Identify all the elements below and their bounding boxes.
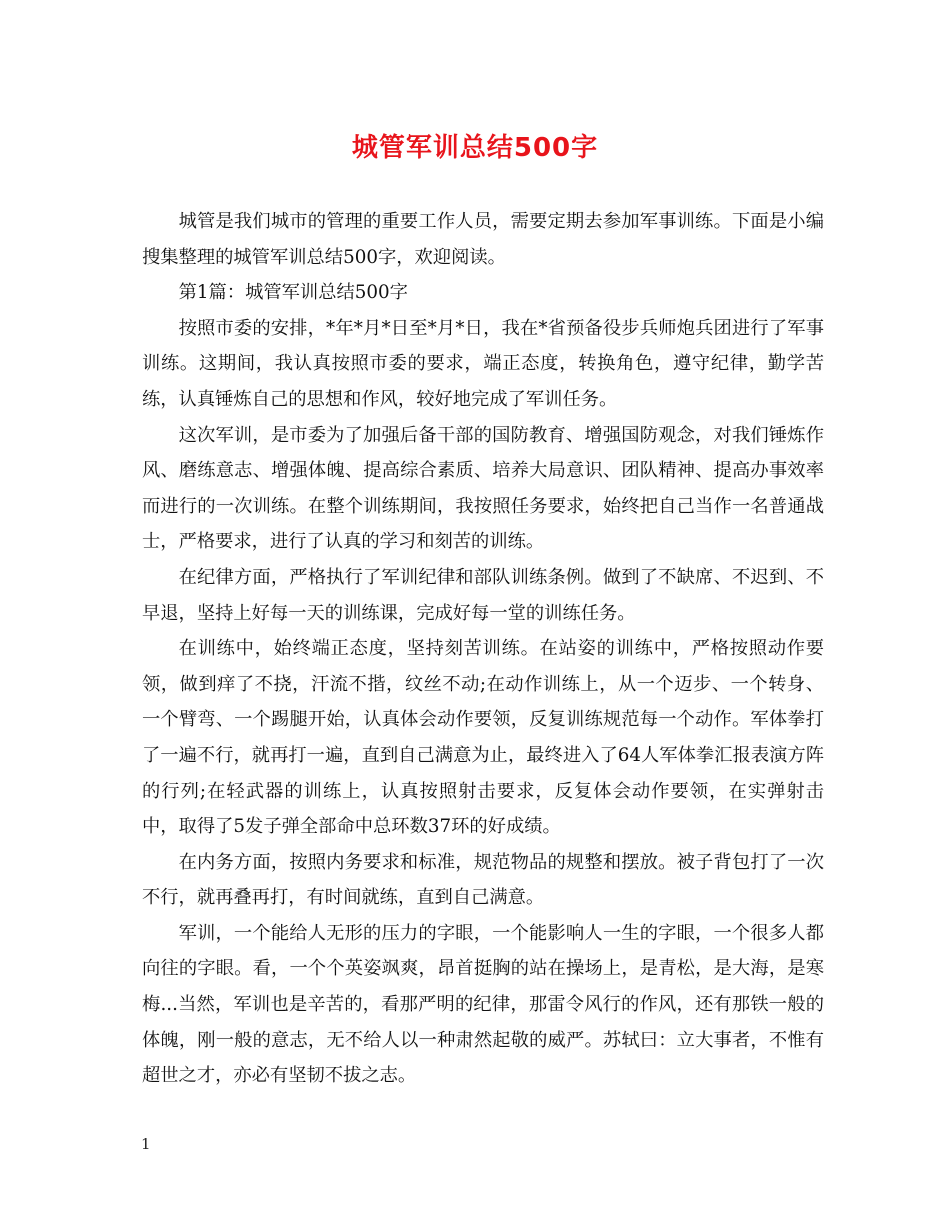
paragraph-intro: 城管是我们城市的管理的重要工作人员，需要定期去参加军事训练。下面是小编搜集整理的城管军训总结500字，欢迎阅读。 <box>142 211 824 268</box>
paragraph: 在训练中，始终端正态度，坚持刻苦训练。在站姿的训练中，严格按照动作要领，做到痒了不挠，汗流不揩，纹丝不动;在动作训练上，从一个迈步、一个转身、一个臂弯、一个踢腿开始，认真体会动作要领，反复训练规范每一个动作。军体拳打了一遍不行，就再打一遍，直到自己满意为止，最终进入了64人军体拳汇报表演方阵的行列;在轻武器的训练上，认真按照射击要求，反复体会动作要领，在实弹射击中，取得了5发子弹全部命中总环数37环的好成绩。 <box>142 638 824 838</box>
paragraph: 在纪律方面，严格执行了军训纪律和部队训练条例。做到了不缺席、不迟到、不早退，坚持上好每一天的训练课，完成好每一堂的训练任务。 <box>142 566 824 624</box>
page-number: 1 <box>141 1135 151 1153</box>
document-body <box>142 204 824 1094</box>
document-title: 城管军训总结500字 <box>351 133 599 163</box>
paragraph: 按照市委的安排，*年*月*日至*月*日，我在*省预备役步兵师炮兵团进行了军事训练。这期间，我认真按照市委的要求，端正态度，转换角色，遵守纪律，勤学苦练，认真锤炼自己的思想和作风，较好地完成了军训任务。 <box>142 317 824 410</box>
paragraph: 在内务方面，按照内务要求和标准，规范物品的规整和摆放。被子背包打了一次不行，就再叠再打，有时间就练，直到自己满意。 <box>142 851 824 909</box>
paragraph: 这次军训，是市委为了加强后备干部的国防教育、增强国防观念，对我们锤炼作风、磨练意志、增强体魄、提高综合素质、培养大局意识、团队精神、提高办事效率而进行的一次训练。在整个训练期间，我按照任务要求，始终把自己当作一名普通战士，严格要求，进行了认真的学习和刻苦的训练。 <box>142 424 824 553</box>
section-heading: 第1篇：城管军训总结500字 <box>178 282 408 304</box>
paragraph: 军训，一个能给人无形的压力的字眼，一个能影响人一生的字眼，一个很多人都向往的字眼。看，一个个英姿飒爽，昂首挺胸的站在操场上，是青松，是大海，是寒梅...当然，军训也是辛苦的，看那严明的纪律，那雷令风行的作风，还有那铁一般的体魄，刚一般的意志，无不给人以一种肃然起敬的威严。苏轼曰：立大事者，不惟有超世之才，亦必有坚韧不拔之志。 <box>142 922 824 1087</box>
